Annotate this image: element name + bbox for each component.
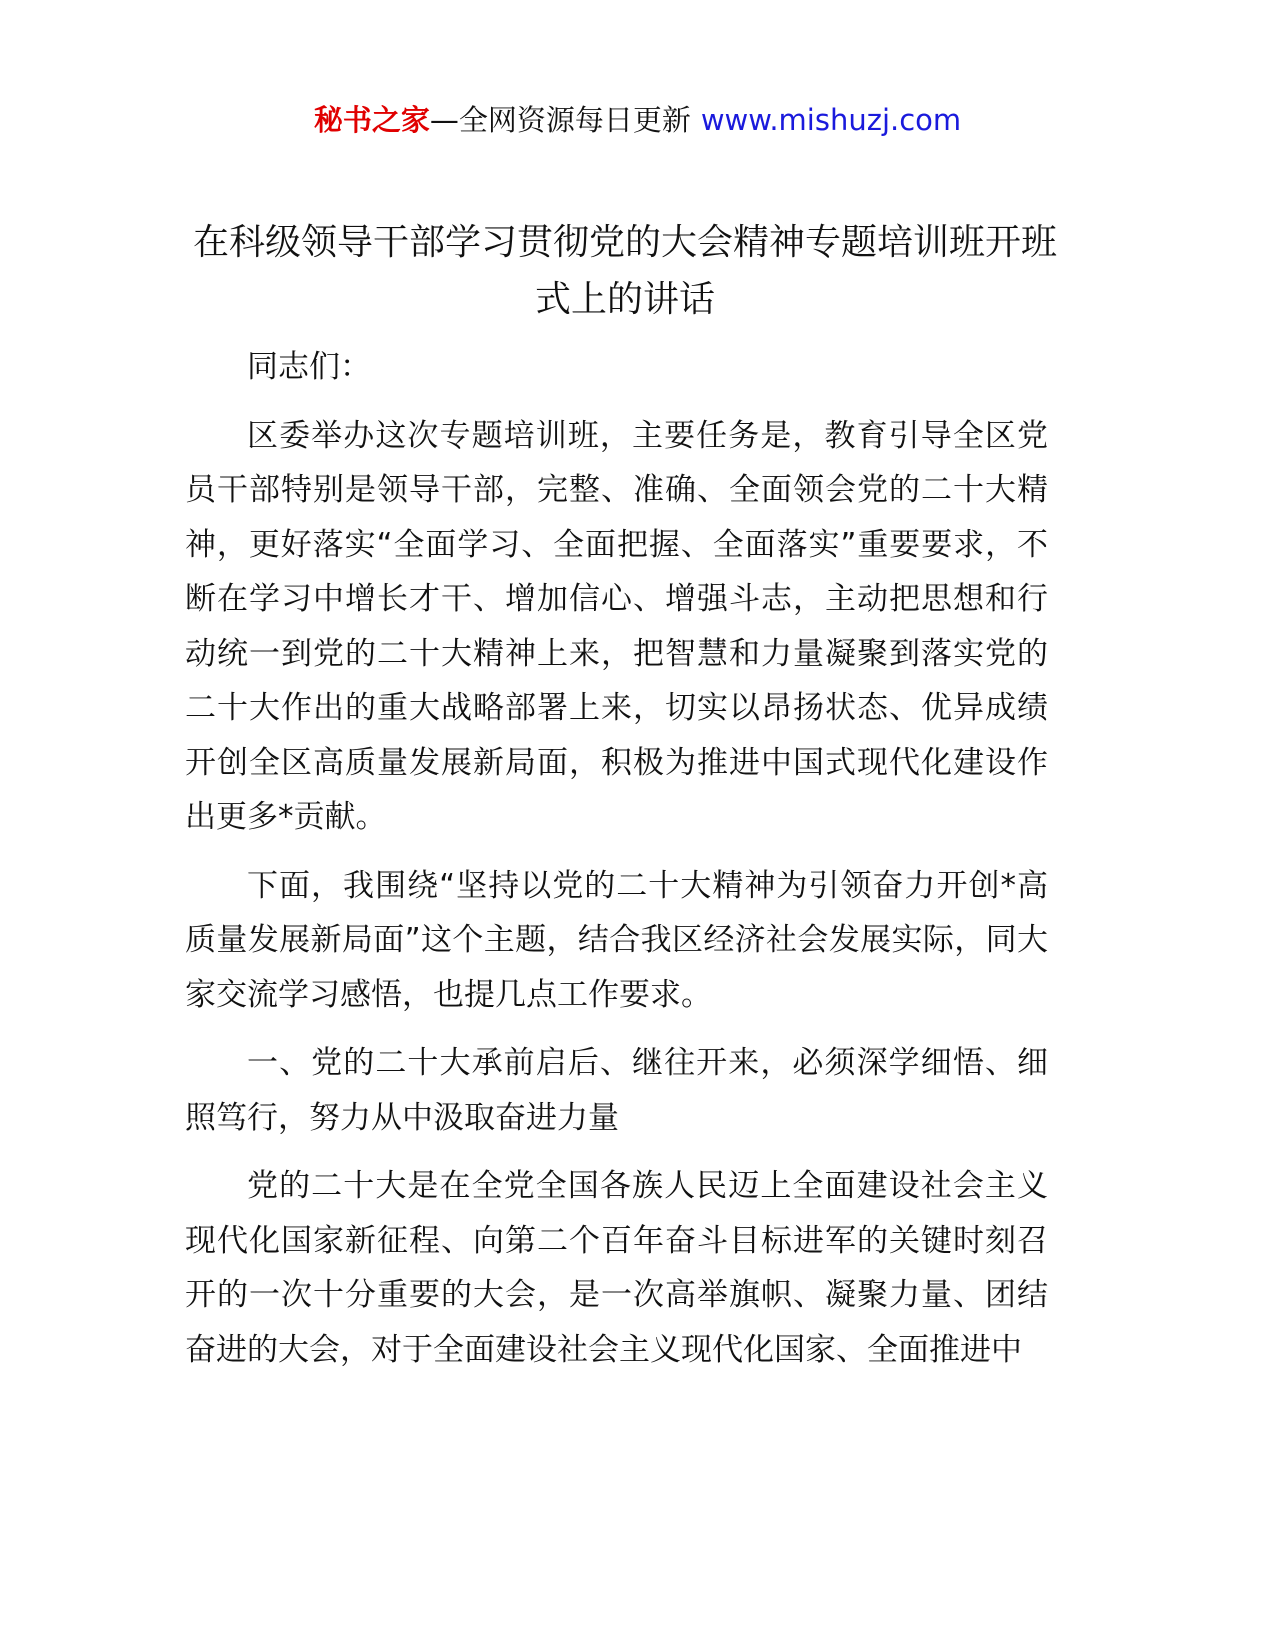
- header-tagline: —全网资源每日更新: [429, 103, 691, 137]
- document-title: 在科级领导干部学习贯彻党的大会精神专题培训班开班式上的讲话: [192, 222, 1057, 320]
- body-paragraph: 党的二十大是在全党全国各族人民迈上全面建设社会主义现代化国家新征程、向第二个百年奋斗目标进军的关键时刻召开的一次十分重要的大会，是一次高举旗帜、凝聚力量、团结奋进的大会，对于全面建设社会主义现代化国家、全面推进中: [185, 1168, 1048, 1368]
- site-header: [0, 98, 1275, 142]
- document-body: [185, 340, 1048, 1391]
- site-url-link[interactable]: www.mishuzj.com: [700, 103, 962, 137]
- salutation: 同志们：: [247, 349, 371, 385]
- section-heading: 一、党的二十大承前启后、继往开来，必须深学细悟、细照笃行，努力从中汲取奋进力量: [185, 1045, 1048, 1136]
- body-paragraph: 区委举办这次专题培训班，主要任务是，教育引导全区党员干部特别是领导干部，完整、准确、全面领会党的二十大精神，更好落实“全面学习、全面把握、全面落实”重要要求，不断在学习中增长才干、增加信心、增强斗志，主动把思想和行动统一到党的二十大精神上来，把智慧和力量凝聚到落实党的二十大作出的重大战略部署上来，切实以昂扬状态、优异成绩开创全区高质量发展新局面，积极为推进中国式现代化建设作出更多*贡献。: [185, 417, 1048, 835]
- body-paragraph: 下面，我围绕“坚持以党的二十大精神为引领奋力开创*高质量发展新局面”这个主题，结合我区经济社会发展实际，同大家交流学习感悟，也提几点工作要求。: [185, 867, 1048, 1013]
- brand-name: 秘书之家: [313, 103, 430, 137]
